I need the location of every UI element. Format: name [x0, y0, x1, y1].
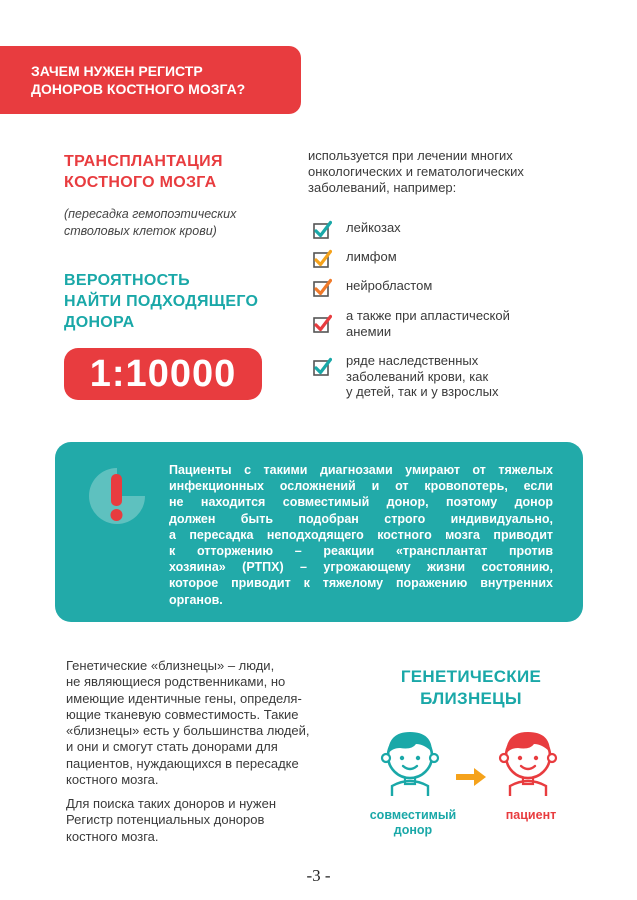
warning-text [169, 462, 553, 608]
illness-label: анемии [346, 323, 392, 339]
illness-label: у детей, так и у взрослых [346, 384, 499, 399]
patient-caption: пациент [505, 808, 557, 822]
twins-title-line: БЛИЗНЕЦЫ [420, 689, 522, 708]
paragraph-line: Генетические «близнецы» – люди, [66, 658, 275, 673]
paragraph-line: и они и смогут стать донорами для [66, 739, 278, 755]
paragraph-line: костного мозга. [66, 772, 159, 788]
checkbox-icon [312, 220, 332, 240]
paragraph-line: «близнецы» есть у большинства людей, [66, 723, 310, 739]
illness-item [312, 220, 401, 240]
warning-line: хозяина» (РТПХ) – угрожающему жизни состоянию, [169, 560, 553, 575]
illness-label: нейробластом [346, 278, 433, 293]
paragraph-line: не являющиеся родственниками, но [66, 674, 286, 690]
illness-label: ряде наследственных [346, 353, 479, 368]
exclamation-icon [85, 464, 149, 528]
paragraph-line: пациентов, нуждающихся в пересадке [66, 755, 299, 771]
paragraph-line: Регистр потенциальных доноров [66, 812, 265, 828]
illness-label: лейкозах [346, 220, 401, 235]
transplant-title-2: КОСТНОГО МОЗГА [64, 174, 217, 191]
illness-item [312, 353, 498, 400]
warning-line: которое приводит к тяжелому поражению внутренних [169, 576, 553, 591]
warning-line: не находится совместимый донор, поэтому донор [169, 495, 553, 510]
warning-line: органов. [169, 592, 223, 607]
page-number: -3 - [306, 866, 331, 885]
warning-line: Пациенты с такими диагнозами умирают от тяжелых [169, 463, 553, 477]
paragraph-line: ющие тканевую совместимость. Такие [66, 706, 299, 722]
transplant-title-1: ТРАНСПЛАНТАЦИЯ [64, 153, 223, 170]
twins-title-line: ГЕНЕТИЧЕСКИЕ [400, 667, 542, 686]
checkbox-icon [312, 314, 332, 334]
illness-item [312, 278, 432, 298]
donor-caption-line: донор [393, 823, 433, 837]
twins-paragraph-2 [66, 796, 276, 845]
usage-intro-2: онкологических и гематологических [308, 164, 524, 179]
checkbox-icon [312, 278, 332, 298]
illness-label: а также при апластической [346, 308, 510, 323]
illness-label: заболеваний крови, как [346, 368, 489, 384]
illness-item [312, 308, 510, 339]
usage-intro-3: заболеваний, например: [308, 180, 457, 195]
paragraph-line: костного мозга. [66, 828, 159, 844]
checkbox-icon [312, 357, 332, 377]
arrow-right-icon [456, 766, 488, 788]
probability-title-2: НАЙТИ ПОДХОДЯЩЕГО [64, 293, 259, 310]
probability-title-3: ДОНОРА [64, 314, 135, 331]
paragraph-line: Для поиска таких доноров и нужен [66, 796, 276, 811]
banner-line-2: ДОНОРОВ КОСТНОГО МОЗГА? [31, 81, 246, 97]
twins-paragraph-1 [66, 658, 310, 788]
donor-face-icon [378, 722, 442, 796]
twins-title [380, 666, 562, 710]
transplant-note-1: (пересадка гемопоэтических [64, 207, 237, 221]
warning-line: инфекционных осложнений и от кровопотерь, если [169, 479, 553, 494]
banner-line-1: ЗАЧЕМ НУЖЕН РЕГИСТР [31, 63, 203, 79]
warning-line: должен быть подобран строго индивидуально, [169, 511, 553, 526]
probability-title-1: ВЕРОЯТНОСТЬ [64, 272, 190, 289]
warning-line: а пересадка неподходящего костного мозга приводит [169, 527, 553, 542]
paragraph-line: имеющие идентичные гены, определя- [66, 690, 302, 706]
usage-intro-1: используется при лечении многих [308, 148, 513, 163]
donor-caption [358, 808, 468, 838]
patient-face-icon [496, 722, 560, 796]
donor-caption-line: совместимый [369, 808, 457, 822]
probability-ratio: 1:10000 [64, 348, 262, 400]
illness-label: лимфом [346, 249, 397, 264]
checkbox-icon [312, 249, 332, 269]
transplant-note-2: стволовых клеток крови) [64, 224, 217, 238]
illness-item [312, 249, 397, 269]
section-banner [0, 46, 301, 114]
warning-box [55, 442, 583, 622]
warning-line: к отторжению – реакции «трансплантат против [169, 544, 553, 559]
